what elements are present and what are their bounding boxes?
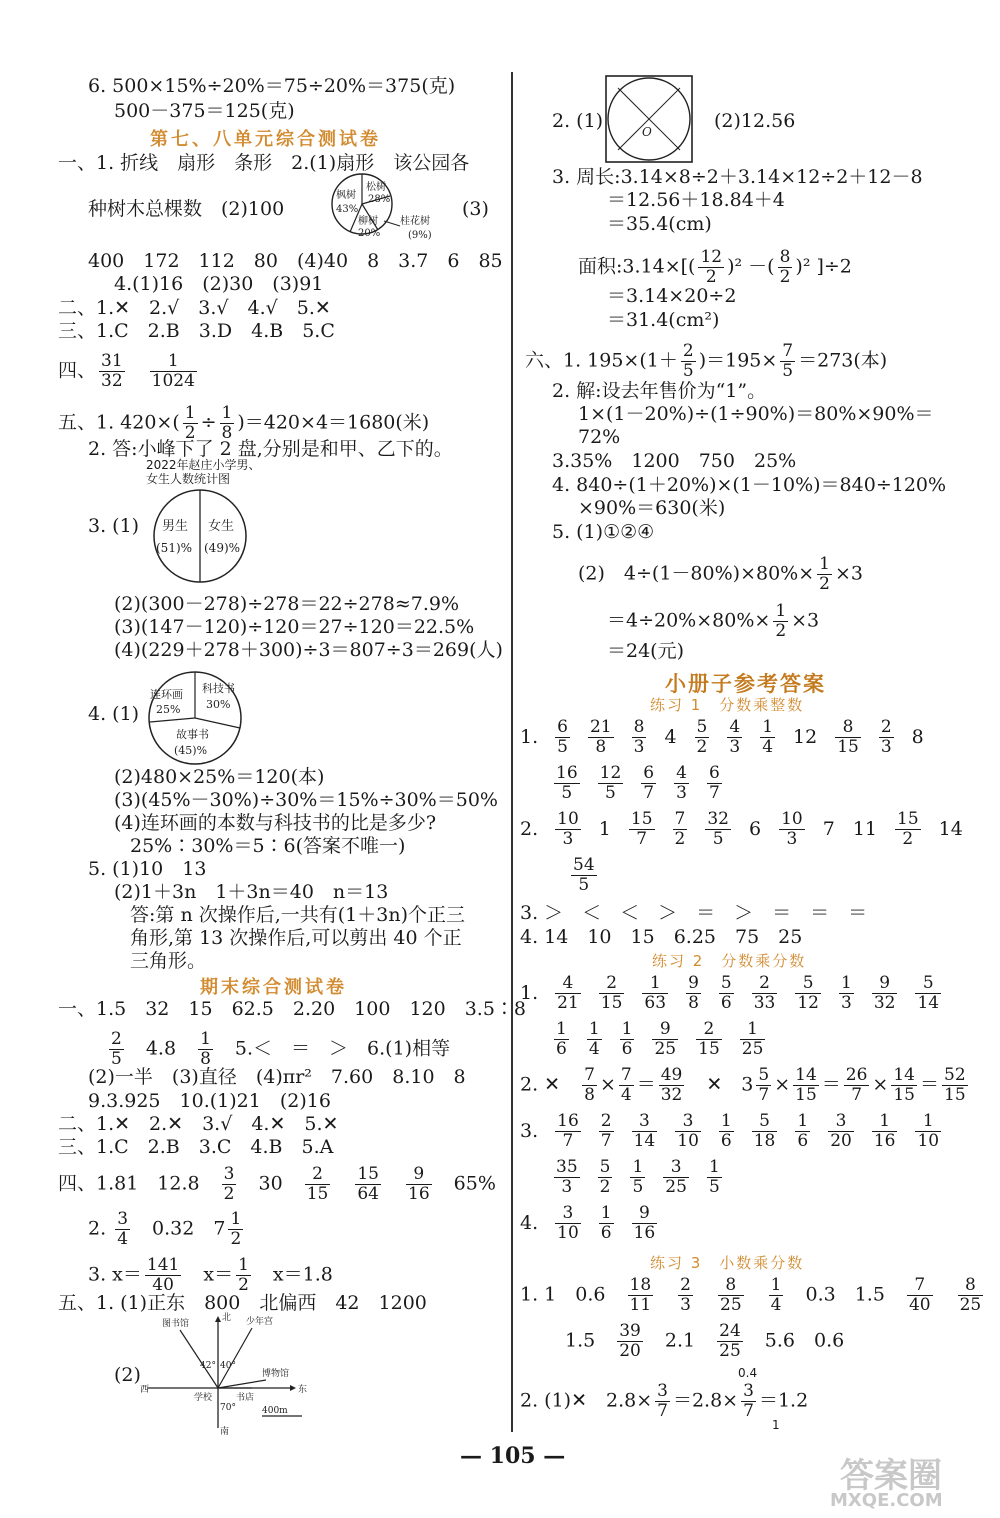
fraction: $\frac{1}{5}$ (708, 1157, 720, 1197)
fraction-row (520, 1112, 950, 1151)
answer-line: 一、1.5 32 15 62.5 2.20 100 120 3.5∶8 (58, 998, 527, 1020)
answer-line: 一、1. 折线 扇形 条形 2.(1)扇形 该公园各 (58, 152, 470, 174)
fraction: $\frac{3}{7}$ (657, 1381, 668, 1421)
answer-line: (2)(300－278)÷278＝22÷278≈7.9% (114, 593, 460, 615)
map-place: 博物馆 (262, 1369, 290, 1379)
square-circle-figure (604, 74, 694, 164)
fraction: $\frac{2}{3}$ (880, 717, 892, 757)
pie-value: 20% (358, 228, 381, 239)
map-south: 南 (220, 1427, 230, 1436)
answer-line: 3. ＞ ＜ ＜ ＞ ＝ ＞ ＝ ＝ ＝ (520, 902, 868, 924)
answer-line: 2. 答:小峰下了 2 盘,分别是和甲、乙下的。 (88, 438, 453, 460)
answer-line: 三角形。 (130, 950, 207, 972)
pie-chart-students (150, 486, 250, 586)
fraction: $\frac{8}{25}$ (959, 1275, 982, 1315)
fraction: $\frac{12}{5}$ (599, 763, 622, 803)
map-angle: 42° (200, 1361, 216, 1371)
fraction: $\frac{12}{2}$ (700, 247, 723, 287)
subsection-title: 练习 1 分数乘整数 (650, 696, 805, 714)
fraction: $\frac{7}{40}$ (908, 1275, 931, 1315)
answer-line: $\frac{2}{5}$ 4.8 $\frac{1}{8}$ 5.＜ ＝ ＞ 6.(1)相等 (111, 1029, 451, 1069)
answer-line: ＝12.56＋18.84＋4 (607, 189, 785, 211)
fraction-row (520, 974, 950, 1013)
answer-line: 2. ✕ $\frac{7}{8}$ × $\frac{7}{4}$ ＝ $\frac{49}{32}$ ✕ 3 $\frac{5}{7}$ × $\frac{14}{15}$ ＝ $\frac{26}{7}$ × $\frac{14}{15}$ ＝ $\frac{52}{15}$ (520, 1065, 966, 1105)
pie-label: 男生 (162, 519, 189, 534)
answer-line: (3)(45%－30%)÷30%＝15%÷30%＝50% (114, 789, 498, 811)
integer-answer: 7 (822, 817, 835, 840)
fraction: $\frac{1}{6}$ (556, 1019, 567, 1059)
fraction: $\frac{15}{64}$ (357, 1164, 379, 1204)
fraction: $\frac{1}{6}$ (621, 1019, 633, 1059)
answer-line: ＝3.14×20÷2 (607, 285, 737, 307)
answer-line: ＝35.4(cm) (607, 213, 712, 235)
pie-chart-books (140, 668, 250, 768)
fraction: $\frac{8}{2}$ (779, 247, 791, 287)
fraction: $\frac{35}{3}$ (556, 1157, 578, 1197)
watermark-url: MXQE.COM (830, 1490, 943, 1511)
fraction: $\frac{1}{25}$ (741, 1019, 764, 1059)
fraction: $\frac{1}{6}$ (600, 1203, 612, 1243)
map-west: 西 (140, 1385, 150, 1395)
cancel-note: 1 (772, 1418, 780, 1432)
fraction: $\frac{2}{15}$ (306, 1164, 329, 1204)
fraction: $\frac{3}{20}$ (830, 1111, 852, 1151)
fraction: $\frac{3}{2}$ (223, 1164, 235, 1204)
fraction: $\frac{141}{40}$ (146, 1255, 180, 1295)
answer-line: 四、1.81 12.8 $\frac{3}{2}$ 30 $\frac{2}{15}$ $\frac{15}{64}$ $\frac{9}{16}$ 65% (58, 1164, 496, 1204)
fraction: $\frac{5}{14}$ (917, 973, 940, 1013)
map-place: 图书馆 (162, 1319, 190, 1329)
answer-line: 六、1. 195×(1＋ $\frac{2}{5}$ )＝195× $\frac{7}{5}$ ＝273(本) (525, 341, 888, 381)
answer-line: 4. 840÷(1＋20%)×(1－10%)＝840÷120% (552, 474, 947, 496)
answer-line: 9.3.925 10.(1)21 (2)16 (88, 1090, 331, 1112)
fraction-row (520, 1204, 666, 1243)
fraction: $\frac{2}{15}$ (698, 1019, 720, 1059)
fraction: $\frac{9}{25}$ (654, 1019, 677, 1059)
column-divider (511, 72, 513, 1432)
fraction: $\frac{5}{12}$ (797, 973, 819, 1013)
answer-line: 4.(1)16 (2)30 (3)91 (114, 273, 324, 295)
answer-line: (2)1＋3n 1＋3n＝40 n＝13 (114, 881, 389, 903)
fraction: $\frac{8}{15}$ (837, 717, 859, 757)
pie-label: 女生 (208, 519, 235, 534)
q-number: 1. (520, 981, 539, 1004)
fraction: $\frac{1}{6}$ (797, 1111, 809, 1151)
answer-line (58, 352, 200, 391)
q-number: 四、 (58, 359, 97, 382)
fraction: $\frac{1}{1024}$ (151, 351, 195, 391)
fraction: $\frac{14}{15}$ (795, 1065, 817, 1105)
pie-value: (49)% (204, 541, 241, 555)
pie-label: 柳树 (358, 216, 378, 227)
integer-answer: 4 (664, 725, 677, 748)
map-angle: 40° (220, 1361, 236, 1371)
fraction: $\frac{5}{7}$ (758, 1065, 770, 1105)
chart-title: 2022年赵庄小学男、 (146, 458, 261, 472)
answer-line: 三、1.C 2.B 3.C 4.B 5.A (58, 1136, 334, 1158)
fraction: $\frac{1}{4}$ (588, 1019, 600, 1059)
answer-line: (3) (462, 198, 489, 220)
answer-line: 1×(1－20%)÷(1÷90%)＝80%×90%＝ (578, 403, 934, 425)
q-number: 2. (520, 817, 539, 840)
fraction: $\frac{9}{16}$ (408, 1164, 430, 1204)
answer-line: 3. x＝ $\frac{141}{40}$ x＝ $\frac{1}{2}$ x＝1.8 (88, 1255, 333, 1295)
fraction: $\frac{54}{5}$ (573, 855, 595, 895)
fraction: $\frac{7}{8}$ (584, 1065, 595, 1105)
fraction: $\frac{3}{7}$ (743, 1381, 754, 1421)
answer-line: 25%∶30%＝5∶6(答案不唯一) (130, 835, 406, 857)
fraction: $\frac{1}{63}$ (644, 973, 667, 1013)
fraction: $\frac{4}{3}$ (729, 717, 741, 757)
fraction: $\frac{3}{25}$ (665, 1157, 687, 1197)
fraction: $\frac{1}{2}$ (230, 1209, 242, 1249)
section-title-unit78: 第七、八单元综合测试卷 (150, 129, 381, 150)
cancel-note: 0.4 (738, 1366, 758, 1380)
answer-line: 3. 周长:3.14×8÷2＋3.14×12÷2＋12－8 (552, 166, 923, 188)
section-title-final: 期末综合测试卷 (200, 977, 347, 998)
fraction: $\frac{39}{20}$ (619, 1321, 641, 1361)
fraction-row (545, 1158, 731, 1197)
fraction: $\frac{7}{5}$ (782, 341, 794, 381)
fraction: $\frac{9}{8}$ (688, 973, 699, 1013)
answer-line: 3. (1) (88, 515, 140, 537)
answer-line: (2) (114, 1364, 141, 1386)
pie-label: 桂花树 (400, 216, 430, 227)
section-title-booklet: 小册子参考答案 (665, 672, 826, 696)
pie-value: (51)% (156, 541, 193, 555)
answer-line: 2. (1)✕ 2.8× $\frac{3}{7}$ ＝2.8× $\frac{3}{7}$ ＝1.2 (520, 1381, 809, 1421)
answer-line: 2. 解:设去年售价为“1”。 (552, 380, 767, 402)
q-number: 1. (520, 725, 539, 748)
map-angle: 70° (220, 1403, 236, 1413)
subsection-title: 练习 2 分数乘分数 (652, 952, 807, 970)
integer-answer: 8 (911, 725, 924, 748)
pie-label: 松树 (366, 182, 386, 193)
answer-line: 五、1. 420×( $\frac{1}{2}$ ÷ $\frac{1}{8}$ )＝420×4＝1680(米) (58, 403, 430, 443)
fraction: $\frac{1}{16}$ (873, 1111, 896, 1151)
fraction: $\frac{1}{2}$ (775, 601, 787, 641)
fraction: $\frac{16}{7}$ (557, 1111, 579, 1151)
answer-line: ＝24(元) (607, 640, 685, 662)
fraction: $\frac{1}{10}$ (917, 1111, 940, 1151)
fraction: $\frac{2}{3}$ (680, 1275, 691, 1315)
answer-line: ＝4÷20%×80%× $\frac{1}{2}$ ×3 (607, 601, 820, 641)
fraction: $\frac{15}{7}$ (630, 809, 653, 849)
fraction: $\frac{7}{2}$ (674, 809, 686, 849)
answer-line: 角形,第 13 次操作后,可以剪出 40 个正 (130, 927, 462, 949)
center-label: O (642, 125, 652, 139)
fraction: $\frac{1}{8}$ (221, 403, 233, 443)
fraction: $\frac{3}{14}$ (633, 1111, 656, 1151)
fraction: $\frac{2}{7}$ (600, 1111, 612, 1151)
map-scale: 400m (262, 1406, 288, 1416)
answer-line: (2) 4÷(1－80%)×80%× $\frac{1}{2}$ ×3 (578, 554, 863, 594)
answer-line: 1.5 $\frac{39}{20}$ 2.1 $\frac{24}{25}$ 5.6 0.6 (565, 1321, 845, 1361)
integer-answer: 1 (598, 817, 611, 840)
fraction: $\frac{3}{10}$ (677, 1111, 699, 1151)
pie-label: 科技书 (202, 682, 235, 695)
fraction: $\frac{6}{7}$ (708, 763, 720, 803)
answer-line: ×90%＝630(米) (578, 497, 726, 519)
fraction-row (520, 718, 933, 757)
fraction: $\frac{4}{3}$ (676, 763, 687, 803)
answer-line: 2. $\frac{3}{4}$ 0.32 7 $\frac{1}{2}$ (88, 1209, 242, 1249)
answer-line: (4)连环画的本数与科技书的比是多少? (114, 812, 437, 834)
fraction: $\frac{1}{4}$ (762, 717, 774, 757)
pie-value: (45)% (174, 744, 208, 757)
answer-line: (2)480×25%＝120(本) (114, 766, 325, 788)
integer-answer: 6 (748, 817, 762, 840)
fraction: $\frac{26}{7}$ (845, 1065, 868, 1105)
fraction-row (545, 764, 731, 803)
answer-line: 二、1.✕ 2.✕ 3.√ 4.✕ 5.✕ (58, 1113, 339, 1135)
fraction: $\frac{9}{16}$ (633, 1203, 656, 1243)
answer-line: 400 172 112 80 (4)40 8 3.7 6 85 (88, 250, 503, 272)
fraction: $\frac{21}{8}$ (589, 717, 612, 757)
pie-label: 连环画 (150, 688, 183, 701)
fraction: $\frac{24}{25}$ (719, 1321, 741, 1361)
fraction: $\frac{6}{7}$ (643, 763, 655, 803)
fraction: $\frac{1}{6}$ (720, 1111, 732, 1151)
answer-line: 3.35% 1200 750 25% (552, 450, 797, 472)
fraction: $\frac{49}{32}$ (660, 1065, 683, 1105)
answer-line: (4)(229＋278＋300)÷3＝807÷3＝269(人) (114, 639, 503, 661)
integer-answer: 11 (852, 817, 877, 840)
fraction: $\frac{10}{3}$ (781, 809, 803, 849)
fraction: $\frac{4}{21}$ (557, 973, 579, 1013)
fraction: $\frac{1}{5}$ (632, 1157, 644, 1197)
fraction: $\frac{1}{2}$ (238, 1255, 249, 1295)
fraction: $\frac{32}{5}$ (707, 809, 729, 849)
answer-line: 1. 1 0.6 $\frac{18}{11}$ $\frac{2}{3}$ $\frac{8}{25}$ $\frac{1}{4}$ 0.3 1.5 $\frac{7}{40}$ $\frac{8}{25}$ (520, 1275, 982, 1315)
answer-line: 4. 14 10 15 6.25 75 25 (520, 926, 803, 948)
map-place: 书店 (236, 1393, 255, 1403)
answer-line: (2)一半 (3)直径 (4)πr² 7.60 8.10 8 (88, 1066, 466, 1088)
fraction: $\frac{5}{2}$ (696, 717, 708, 757)
answer-line: 三、1.C 2.B 3.D 4.B 5.C (58, 320, 335, 342)
pie-value: 28% (368, 194, 391, 205)
pie-value: 30% (206, 698, 231, 711)
fraction: $\frac{15}{2}$ (897, 809, 919, 849)
map-north: 北 (222, 1313, 232, 1323)
fraction: $\frac{5}{2}$ (599, 1157, 611, 1197)
answer-line: 2. (1) (552, 110, 604, 132)
fraction: $\frac{2}{15}$ (600, 973, 623, 1013)
fraction: $\frac{10}{3}$ (557, 809, 579, 849)
fraction: $\frac{2}{5}$ (111, 1029, 122, 1069)
map-place: 学校 (194, 1393, 213, 1403)
map-place: 少年宫 (246, 1317, 274, 1327)
answer-line: 面积:3.14×[( $\frac{12}{2}$ )² －( $\frac{8}{2}$ )² ]÷2 (578, 247, 852, 287)
subsection-title: 练习 3 小数乘分数 (650, 1254, 805, 1272)
map-east: 东 (298, 1385, 308, 1395)
fraction: $\frac{9}{32}$ (873, 973, 896, 1013)
fraction-row (562, 856, 606, 895)
fraction-row (545, 1020, 774, 1059)
fraction: $\frac{52}{15}$ (944, 1065, 966, 1105)
pie-chart-trees (300, 166, 460, 246)
integer-answer: 12 (793, 725, 818, 748)
answer-line: 500－375＝125(克) (114, 100, 295, 122)
q-number: 3. (520, 1119, 539, 1142)
fraction: $\frac{8}{25}$ (720, 1275, 742, 1315)
answer-line: (2)12.56 (714, 110, 796, 132)
answer-line: 5. (1)①②④ (552, 521, 655, 543)
fraction: $\frac{5}{18}$ (753, 1111, 776, 1151)
fraction: $\frac{18}{11}$ (629, 1275, 652, 1315)
fraction: $\frac{31}{32}$ (101, 351, 123, 391)
answer-line: 5. (1)10 13 (88, 858, 207, 880)
answer-line: 二、1.✕ 2.√ 3.√ 4.√ 5.✕ (58, 297, 331, 319)
fraction: $\frac{1}{2}$ (819, 554, 830, 594)
integer-answer: 14 (938, 817, 963, 840)
watermark-logo: 答案圈 (840, 1456, 942, 1496)
page-number: — 105 — (460, 1443, 566, 1469)
answer-line: 种树木总棵数 (2)100 (88, 198, 285, 220)
answer-line: 五、1. (1)正东 800 北偏西 42 1200 (58, 1292, 427, 1314)
fraction: $\frac{1}{2}$ (184, 403, 196, 443)
pie-value: 43% (336, 204, 359, 215)
answer-line: 答:第 n 次操作后,一共有(1＋3n)个正三 (130, 904, 465, 926)
fraction: $\frac{3}{10}$ (557, 1203, 579, 1243)
fraction: $\frac{3}{4}$ (117, 1209, 129, 1249)
fraction: $\frac{1}{4}$ (770, 1275, 782, 1315)
fraction: $\frac{14}{15}$ (893, 1065, 915, 1105)
answer-line: ＝31.4(cm²) (607, 309, 720, 331)
q-number: 4. (520, 1211, 539, 1234)
fraction: $\frac{6}{5}$ (557, 717, 568, 757)
answer-line: 4. (1) (88, 703, 140, 725)
answer-line: (3)(147－120)÷120＝27÷120＝22.5% (114, 616, 475, 638)
fraction: $\frac{5}{6}$ (720, 973, 732, 1013)
fraction: $\frac{16}{5}$ (556, 763, 578, 803)
fraction: $\frac{1}{8}$ (200, 1029, 211, 1069)
pie-value: (9%) (408, 230, 432, 241)
fraction: $\frac{8}{3}$ (633, 717, 645, 757)
pie-value: 25% (156, 703, 181, 716)
answer-line: 6. 500×15%÷20%＝75÷20%＝375(克) (88, 75, 456, 97)
chart-title: 女生人数统计图 (146, 472, 231, 486)
fraction: $\frac{7}{4}$ (620, 1065, 632, 1105)
fraction: $\frac{2}{33}$ (753, 973, 776, 1013)
pie-label: 故事书 (176, 728, 209, 741)
pie-label: 枫树 (336, 190, 356, 201)
fraction: $\frac{2}{5}$ (682, 341, 694, 381)
fraction: $\frac{1}{3}$ (841, 973, 852, 1013)
fraction-row (520, 810, 972, 849)
direction-map (140, 1312, 310, 1436)
answer-line: 72% (578, 426, 621, 448)
